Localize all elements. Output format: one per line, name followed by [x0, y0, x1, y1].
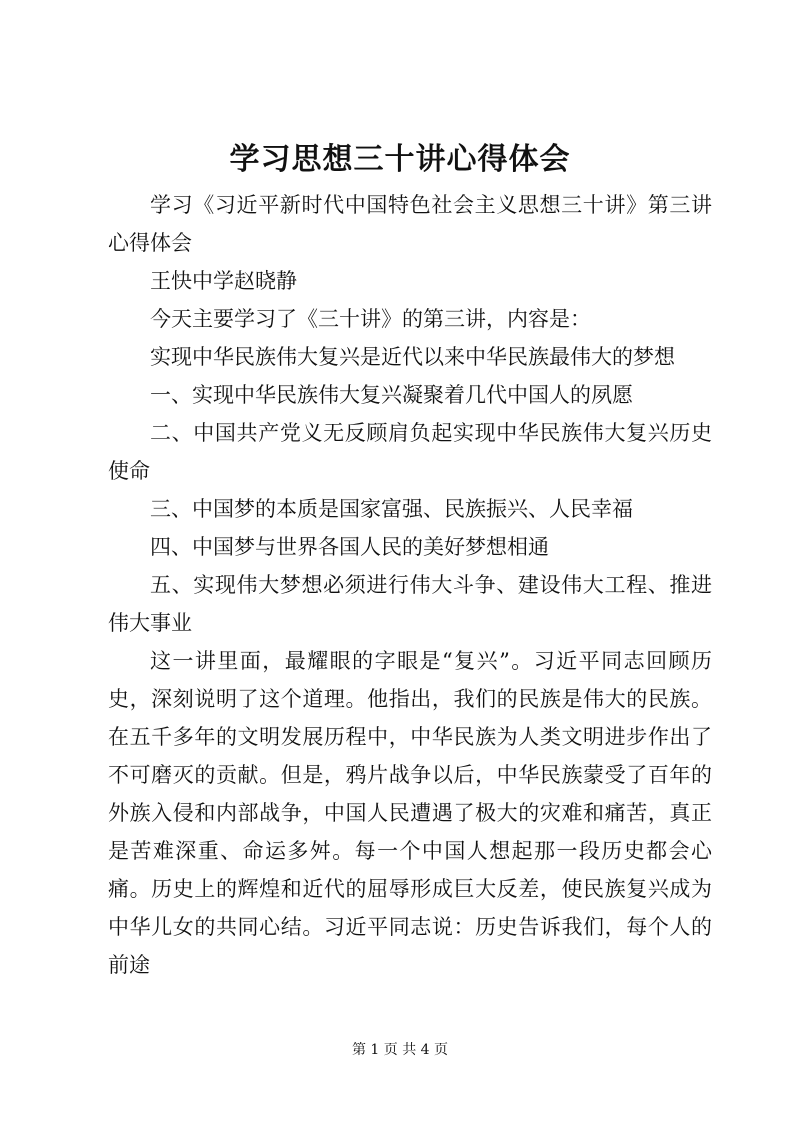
list-item-4: 四、中国梦与世界各国人民的美好梦想相通	[150, 535, 549, 559]
list-item-3: 三、中国梦的本质是国家富强、民族振兴、人民幸福	[150, 497, 633, 521]
list-item-1: 一、实现中华民族伟大复兴凝聚着几代中国人的夙愿	[150, 383, 633, 407]
list-item-2: 二、中国共产党义无反顾肩负起实现中华民族伟大复兴历史使命	[108, 421, 712, 483]
subtitle-paragraph: 学习《习近平新时代中国特色社会主义思想三十讲》第三讲心得体会	[108, 193, 712, 255]
list-item-5: 五、实现伟大梦想必须进行伟大斗争、建设伟大工程、推进伟大事业	[108, 573, 712, 635]
document-body	[108, 186, 712, 984]
intro-paragraph: 今天主要学习了《三十讲》的第三讲，内容是：	[150, 307, 591, 331]
lecture-heading: 实现中华民族伟大复兴是近代以来中华民族最伟大的梦想	[150, 345, 675, 369]
document-title: 学习思想三十讲心得体会	[229, 142, 571, 177]
body-paragraph: 这一讲里面，最耀眼的字眼是“复兴”。习近平同志回顾历史，深刻说明了这个道理。他指出，我们的民族是伟大的民族。在五千多年的文明发展历程中，中华民族为人类文明进步作出了不可磨灭的贡献。但是，鸦片战争以后，中华民族蒙受了百年的外族入侵和内部战争，中国人民遭遇了极大的灾难和痛苦，真正是苦难深重、命运多舛。每一个中国人想起那一段历史都会心痛。历史上的辉煌和近代的屈辱形成巨大反差，使民族复兴成为中华儿女的共同心结。习近平同志说：历史告诉我们，每个人的前途	[108, 649, 712, 977]
page-footer: 第 1 页 共 4 页	[351, 1042, 449, 1058]
author-line: 王快中学赵晓静	[150, 269, 297, 293]
